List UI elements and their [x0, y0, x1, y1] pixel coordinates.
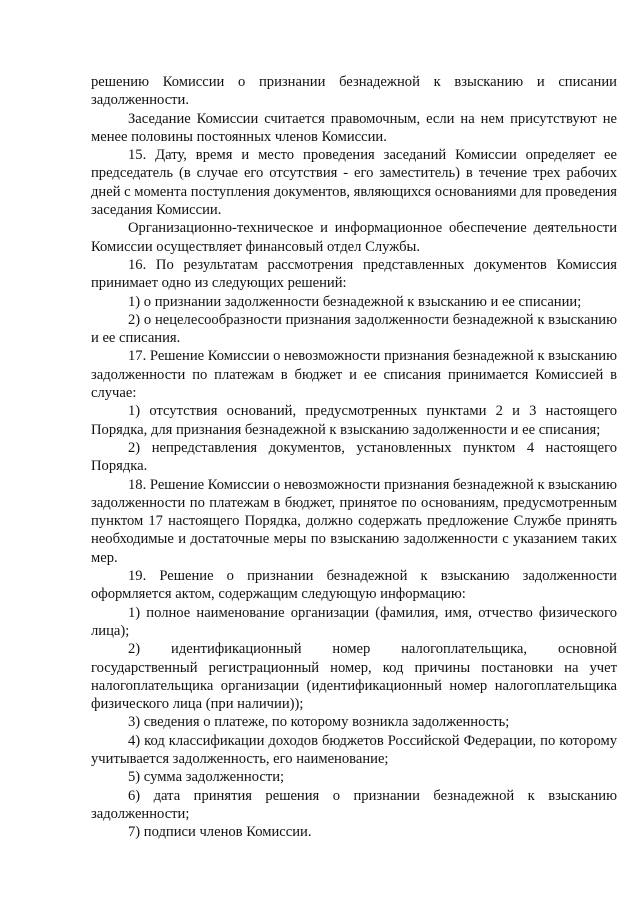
paragraph-18: 18. Решение Комиссии о невозможности признания безнадежной к взысканию задолженности по платежам в бюджет, принятое по основаниям, предусмотренным пунктом 17 настоящего Порядка, должно содержать предложение Службе принять необходимые и достаточные меры по взысканию задолженности с указанием таких мер.	[91, 476, 617, 566]
paragraph-organizational-support: Организационно-техническое и информационное обеспечение деятельности Комиссии осуществляет финансовый отдел Службы.	[91, 220, 617, 255]
paragraph-19: 19. Решение о признании безнадежной к взысканию задолженности оформляется актом, содержащим следующую информацию:	[91, 568, 617, 603]
paragraph-quorum: Заседание Комиссии считается правомочным, если на нем присутствуют не менее половины постоянных членов Комиссии.	[91, 110, 617, 145]
paragraph-17-item-2: 2) непредставления документов, установленных пунктом 4 настоящего Порядка.	[91, 439, 617, 475]
paragraph-19-item-3: 3) сведения о платеже, по которому возникла задолженность;	[128, 714, 510, 731]
paragraph-19-item-2: 2) идентификационный номер налогоплательщика, основной государственный регистрационный номер, код причины постановки на учет налогоплательщика организации (идентификационный номер налогоплательщика физического лица (при наличии));	[91, 641, 617, 713]
paragraph-17-item-1: 1) отсутствия оснований, предусмотренных пунктами 2 и 3 настоящего Порядка, для признания безнадежной к взысканию задолженности и ее списания;	[91, 403, 617, 438]
paragraph-continuation: решению Комиссии о признании безнадежной к взысканию и списании задолженности.	[91, 74, 617, 109]
paragraph-15: 15. Дату, время и место проведения заседаний Комиссии определяет ее председатель (в случае его отсутствия - его заместитель) в течение трех рабочих дней с момента поступления документов, являющихся основаниями для проведения заседания Комиссии.	[91, 147, 617, 219]
paragraph-19-item-7: 7) подписи членов Комиссии.	[128, 824, 312, 841]
paragraph-16-item-2: 2) о нецелесообразности признания задолженности безнадежной к взысканию и ее списания.	[91, 311, 617, 347]
paragraph-19-item-5: 5) сумма задолженности;	[128, 769, 285, 786]
document-body	[91, 73, 617, 841]
paragraph-16-item-1: 1) о признании задолженности безнадежной к взысканию и ее списании;	[128, 293, 582, 310]
paragraph-16: 16. По результатам рассмотрения представленных документов Комиссия принимает одно из следующих решений:	[91, 256, 617, 292]
paragraph-19-item-1: 1) полное наименование организации (фамилия, имя, отчество физического лица);	[91, 604, 617, 639]
paragraph-19-item-4: 4) код классификации доходов бюджетов Российской Федерации, по которому учитывается задолженность, его наименование;	[91, 732, 617, 767]
paragraph-17: 17. Решение Комиссии о невозможности признания безнадежной к взысканию задолженности по платежам в бюджет и ее списания принимается Комиссией в случае:	[91, 348, 617, 402]
paragraph-19-item-6: 6) дата принятия решения о признании безнадежной к взысканию задолженности;	[91, 787, 617, 822]
